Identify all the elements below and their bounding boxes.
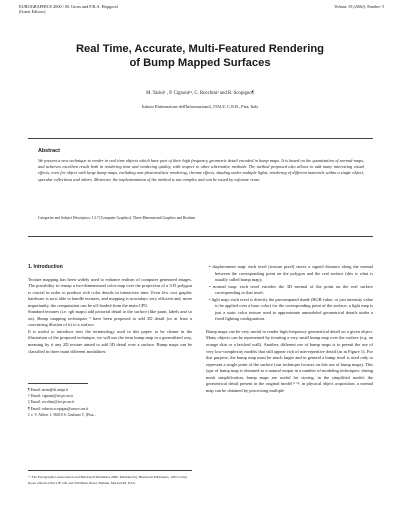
footnote: ¶ Email: roberto.scopigno@cnuce.cnr.it [28, 406, 89, 411]
title-line-2: of Bump Mapped Surfaces [129, 57, 271, 69]
running-header-left [19, 4, 219, 15]
bullet-normal-map: • normal map: each texel encodes the 3D normal of the point on the real surface corresponding to that texel; [209, 283, 373, 296]
publisher-text: © The Eurographics Association and Blackwell Publishers 2000. Published by Blackwell Publishers, 108 Cowley Road, Oxford OX4 1JF, UK and 350 Main Street, Malden, MA 02148, USA. [28, 475, 188, 485]
abstract-footer: Categories and Subject Descriptors: I.3.7 [Computer Graphics]: Three-Dimensional Graphics and Realism [38, 216, 196, 220]
left-column [28, 264, 192, 355]
footnote: ¶ Email: tarini@di.unipi.it [28, 388, 69, 392]
publisher-note [28, 470, 192, 486]
footnotes [28, 383, 192, 418]
paragraph: Bump maps can be very useful to render high-frequency geometrical detail on a given object. Many objects can be represented by iterating a very small bump map over the surface (e.g. an orange skin or a bricked wall). Another, different use of bump maps is to permit the use of very low-complexity models that still appear rich of non-repetitive detail (as in Figure 1). For this purpose, the bump map must be much larger and in general a bump texel is used only to represent a single point of the surface (our technique focuses on this use of bump maps). This type of bump map is obtained as a natural output in a number of modeling techniques: during mesh simplification, bump maps are useful for storing, in the simplified model, the geometrical detail present in the original model ⁸ ¹¹; in physical object acquisition, a normal map can be obtained by processing multiple [206, 328, 373, 393]
section-heading: 1. Introduction [28, 264, 63, 270]
footnote: † Email: cignoni@iei.pi.cnr.it [28, 394, 74, 399]
paragraph: Texture mapping has been widely used to enhance realism of computer generated images. The possibility to remap a two-dimensional color map over the projection of a 3-D polygon is crucial in order to produce rich color details in interactive time. Even low cost graphic hardware is now able to handle textures, and mapping is nowadays very efficient and, more importantly, the computation can be off-loaded from the main CPU. [28, 276, 192, 308]
abstract-bottom-rule [28, 236, 373, 237]
footnote: ‡ Email: rocchini@iei.pi.cnr.it [28, 400, 75, 405]
running-header-right: Volume 19 (2000), Number 3 [334, 4, 384, 9]
paper-title [40, 42, 360, 70]
footnote: ‡ v. V. Alfieri 1, 56010 S. Giuliano T. (Pisa... [28, 412, 97, 417]
title-line-1: Real Time, Accurate, Multi-Featured Rendering [75, 43, 325, 55]
paragraph: It is useful to introduce now the terminology used in this paper: to be clearer in the illustration of the proposed technique, we will use the term bump map in a generalized way, meaning by it any 2D texture aimed to add 3D detail over a surface. Bump maps can be classified in three main different modalities: [28, 328, 192, 354]
right-column [206, 264, 373, 394]
header-venue: EUROGRAPHICS 2000 / M. Gross and F.R.A. Hopgood [19, 4, 118, 9]
bullet-displacement-map: • displacement map: each texel (texture pixel) stores a signed distance along the normal between the corresponding point on the polygon and the real surface (this is what is usually called bump map); [209, 264, 373, 283]
abstract-text: We present a new technique to render in real time objects which have part of their high frequency geometric detail encoded in bump maps. It is based on the quantization of normal-maps, and achieves excellent result both in rendering time and rendering quality, with respect to other alternative methods. The method proposed also allows to add many interesting visual effects, even for object with large bump maps, including non-photorealistic rendering, chrome effects, shading under multiple lights, rendering of different materials within a single object, specular reflections and others. Moreover, the implementation of the method is not complex and can be eased by software reuse. [38, 158, 364, 182]
bullet-light-map: • light map: each texel is directly the precomputed shade (RGB value, or just intensity value to be applied over a base color) for the corresponding point of the surface; a light map is just a static color texture used to approximate unmodeled geometrical details under a fixed lighting configuration. [209, 296, 373, 322]
affiliation: Istituto Elaborazione dell'Informazione‡, ITALY, C.N.R., Pisa, Italy [141, 104, 259, 109]
abstract-heading: Abstract [38, 148, 60, 154]
abstract-top-rule [28, 138, 373, 139]
footnote-rule [28, 383, 88, 384]
publisher-rule [28, 470, 192, 471]
author-list: M. Tarini¹ , P. Cignoni¹², C. Rocchini³ and R. Scopigno¶ [146, 91, 254, 96]
header-editors: (Guest Editors) [19, 9, 46, 15]
paragraph: Standard textures (i.e. rgb maps) add pictorial detail to the surface (like paint, labels and so on). Bump mapping techniques ¹ have been proposed to add 3D detail (or at least a convincing illusion of it) to a surface. [28, 309, 192, 328]
